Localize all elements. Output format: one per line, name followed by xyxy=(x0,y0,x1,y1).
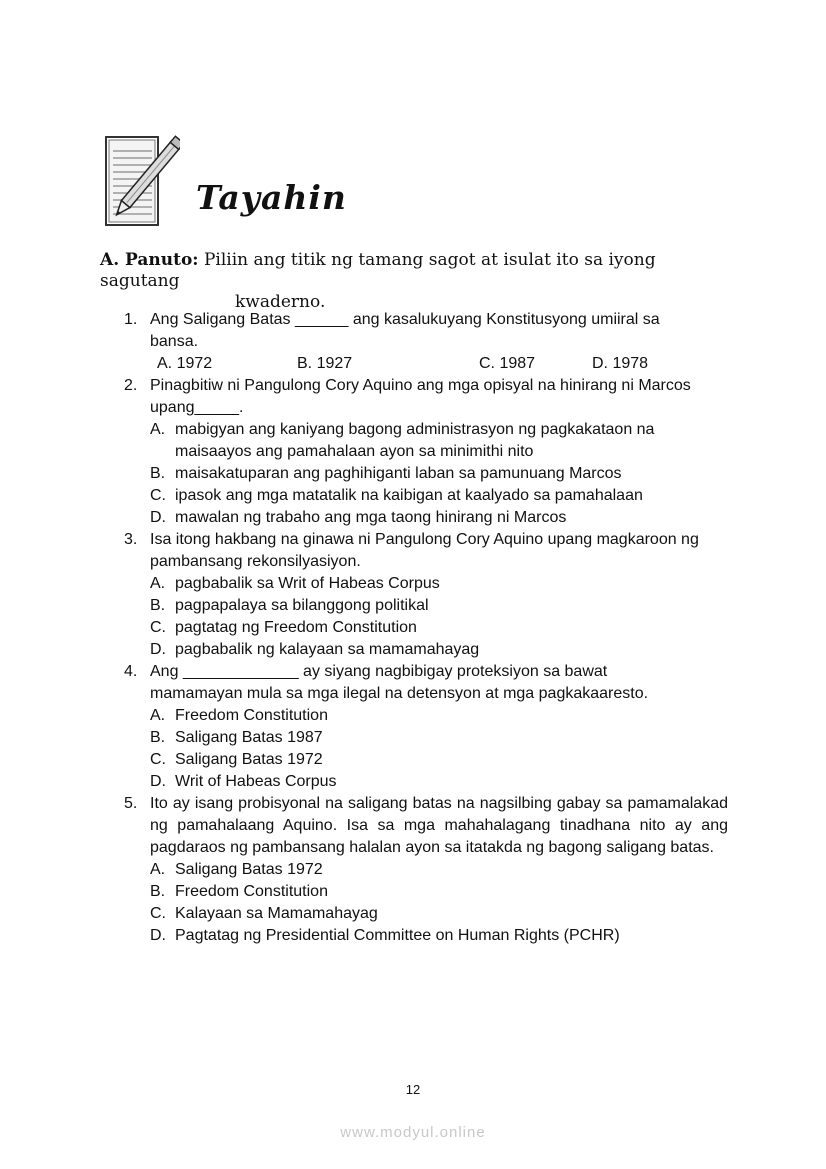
option-a xyxy=(150,705,728,727)
question-2 xyxy=(124,375,728,529)
option-d xyxy=(150,771,728,793)
page-number: 12 xyxy=(405,1082,421,1097)
option-b xyxy=(150,881,728,903)
option-text: pagbabalik ng kalayaan sa mamamahayag xyxy=(175,641,480,658)
instruction xyxy=(100,250,740,313)
question-stem xyxy=(150,661,728,705)
option-letter: C. xyxy=(150,751,166,768)
option-text: Saligang Batas 1987 xyxy=(175,729,323,746)
stem-line: Pinagbitiw ni Pangulong Cory Aquino ang mga opisyal na hinirang ni Marcos xyxy=(150,377,691,394)
option-c xyxy=(150,485,728,507)
option-d xyxy=(150,507,728,529)
option-letter: B. xyxy=(150,597,166,614)
page-title: Tayahin xyxy=(196,178,347,217)
option-text: Freedom Constitution xyxy=(175,707,328,724)
option-text: Writ of Habeas Corpus xyxy=(175,773,337,790)
option-text: Saligang Batas 1972 xyxy=(175,751,323,768)
option-text: pagpapalaya sa bilanggong politikal xyxy=(175,597,429,614)
option-text: Pagtatag ng Presidential Committee on Human Rights (PCHR) xyxy=(175,927,620,944)
question-3 xyxy=(124,529,728,661)
option-text: mawalan ng trabaho ang mga taong hinirang ni Marcos xyxy=(175,509,567,526)
option-letter: A. xyxy=(150,861,166,878)
option-letter: C. xyxy=(150,487,166,504)
choice-b: B. 1927 xyxy=(297,355,353,372)
option-letter: A. xyxy=(150,575,166,592)
instruction-label: A. Panuto: xyxy=(100,250,199,270)
option-text: Kalayaan sa Mamamahayag xyxy=(175,905,378,922)
option-letter: B. xyxy=(150,883,166,900)
option-b xyxy=(150,727,728,749)
stem-line: mamamayan mula sa mga ilegal na detensyon at mga pagkakaaresto. xyxy=(150,685,649,702)
option-text: ipasok ang mga matatalik na kaibigan at kaalyado sa pamahalaan xyxy=(175,487,643,504)
stem-line: Ang Saligang Batas ______ ang kasalukuyang Konstitusyong umiiral sa xyxy=(150,311,660,328)
instruction-text-line1: Piliin ang titik ng tamang sagot at isulat ito sa iyong sagutang xyxy=(100,250,656,291)
question-number: 4. xyxy=(124,663,138,680)
option-letter: B. xyxy=(150,729,166,746)
question-number: 3. xyxy=(124,531,138,548)
option-letter: D. xyxy=(150,927,166,944)
question-stem xyxy=(150,529,728,573)
watermark: www.modyul.online xyxy=(340,1124,486,1141)
option-letter: D. xyxy=(150,641,166,658)
option-a xyxy=(150,859,728,881)
option-letter: D. xyxy=(150,773,166,790)
choice-row xyxy=(150,353,728,375)
option-letter: A. xyxy=(150,421,166,438)
question-4 xyxy=(124,661,728,793)
option-letter: C. xyxy=(150,619,166,636)
option-letter: B. xyxy=(150,465,166,482)
stem-line: Isa itong hakbang na ginawa ni Pangulong Cory Aquino upang magkaroon ng xyxy=(150,531,699,548)
notepad-pencil-icon xyxy=(104,133,180,229)
option-text: Saligang Batas 1972 xyxy=(175,861,323,878)
option-letter: D. xyxy=(150,509,166,526)
option-text: mabigyan ang kaniyang bagong administrasyon ng pagkakataon na xyxy=(175,421,655,438)
option-d xyxy=(150,639,728,661)
option-b xyxy=(150,463,728,485)
option-c xyxy=(150,617,728,639)
option-text: pagtatag ng Freedom Constitution xyxy=(175,619,417,636)
stem-line: bansa. xyxy=(150,333,199,350)
question-number: 2. xyxy=(124,377,138,394)
question-stem: Ito ay isang probisyonal na saligang batas na nagsilbing gabay sa pamamalakad ng pamahalaang Aquino. Isa sa mga mahahalagang tinadhana nito ay ang pagdaraos ng pambansang halalan ayon sa itatakda ng bagong saligang batas. xyxy=(150,795,728,856)
option-c xyxy=(150,749,728,771)
option-letter: A. xyxy=(150,707,166,724)
option-d xyxy=(150,925,728,947)
option-text: pagbabalik sa Writ of Habeas Corpus xyxy=(175,575,440,592)
option-text: maisakatuparan ang paghihiganti laban sa pamunuang Marcos xyxy=(175,465,622,482)
option-a xyxy=(150,419,728,463)
stem-line: pambansang rekonsilyasiyon. xyxy=(150,553,361,570)
stem-line: upang_____. xyxy=(150,399,244,416)
option-letter: C. xyxy=(150,905,166,922)
stem-line: Ang _____________ ay siyang nagbibigay proteksiyon sa bawat xyxy=(150,663,608,680)
option-text: maisaayos ang pamahalaan ayon sa minimithi nito xyxy=(175,443,534,460)
question-number: 1. xyxy=(124,311,138,328)
option-text: Freedom Constitution xyxy=(175,883,328,900)
question-5 xyxy=(124,793,728,947)
question-stem xyxy=(150,375,728,419)
option-a xyxy=(150,573,728,595)
question-stem xyxy=(150,309,728,353)
question-number: 5. xyxy=(124,795,138,812)
option-c xyxy=(150,903,728,925)
choice-a: A. 1972 xyxy=(157,355,213,372)
choice-c: C. 1987 xyxy=(479,355,536,372)
instruction-text-line2: kwaderno. xyxy=(235,292,326,312)
question-1 xyxy=(124,309,728,375)
option-b xyxy=(150,595,728,617)
choice-d: D. 1978 xyxy=(592,355,649,372)
